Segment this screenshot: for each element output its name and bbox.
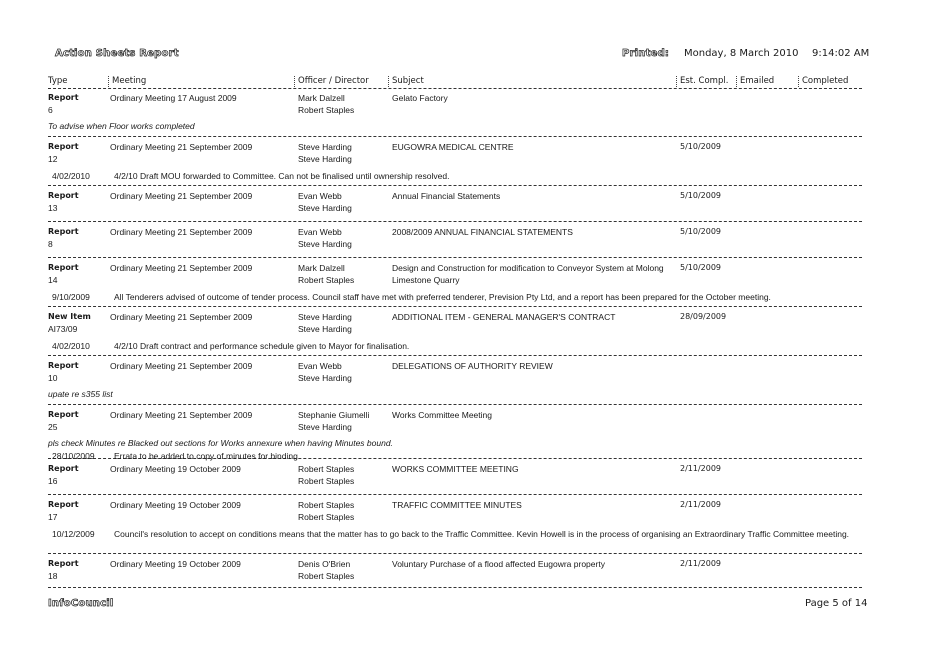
record-meeting: Ordinary Meeting 21 September 2009: [110, 361, 253, 371]
record-officer: Steve Harding: [298, 373, 352, 383]
record-subject: Voluntary Purchase of a flood affected Eugowra property: [392, 559, 605, 569]
record-officer: Denis O'Brien: [298, 559, 351, 569]
record-type-cell: [48, 92, 106, 116]
record-subject: 2008/2009 ANNUAL FINANCIAL STATEMENTS: [392, 227, 573, 237]
record-est-compl: 2/11/2009: [680, 464, 722, 473]
record-number: 13: [48, 203, 58, 213]
record-type-cell: [48, 499, 106, 523]
column-header-emailed: Emailed: [736, 76, 774, 87]
column-header-est-compl: Est. Compl.: [676, 76, 728, 87]
record-type: Report: [48, 410, 79, 419]
record-est-compl: 2/11/2009: [680, 559, 722, 568]
record-meeting: Ordinary Meeting 19 October 2009: [110, 559, 241, 569]
record-officer: Mark Dalzell: [298, 93, 345, 103]
record-officers: [298, 92, 388, 116]
record-type: Report: [48, 191, 79, 200]
note-text: Errata to be added to copy of minutes for binding: [114, 451, 298, 461]
record-row: [48, 258, 862, 307]
record-type-cell: [48, 558, 106, 582]
record-officer: Steve Harding: [298, 142, 352, 152]
column-header-row: [48, 74, 862, 89]
record-type-cell: [48, 226, 106, 250]
record-row: [48, 137, 862, 186]
record-officer: Steve Harding: [298, 312, 352, 322]
note-text: 4/2/10 Draft contract and performance schedule given to Mayor for finalisation.: [114, 341, 410, 351]
record-type: Report: [48, 361, 79, 370]
record-number: 17: [48, 512, 58, 522]
record-number: AI73/09: [48, 324, 78, 334]
record-officers: [298, 360, 388, 384]
column-header-completed: Completed: [798, 76, 848, 87]
record-number: 10: [48, 373, 58, 383]
record-subject: Gelato Factory: [392, 93, 448, 103]
record-subject: WORKS COMMITTEE MEETING: [392, 464, 519, 474]
action-records: [48, 88, 862, 588]
record-subject: Annual Financial Statements: [392, 191, 501, 201]
record-officer: Steve Harding: [298, 324, 352, 334]
note-date: 10/12/2009: [52, 529, 95, 539]
record-type: Report: [48, 263, 79, 272]
record-row: [48, 307, 862, 356]
record-officer: Robert Staples: [298, 500, 355, 510]
record-type: Report: [48, 142, 79, 151]
note-text: All Tenderers advised of outcome of tender process. Council staff have met with preferred tenderer, Prevision Pty Ltd, and a report has been prepared for the October meeting.: [114, 292, 771, 302]
record-type-cell: [48, 311, 106, 335]
record-officer: Steve Harding: [298, 203, 352, 213]
record-meeting: Ordinary Meeting 21 September 2009: [110, 227, 253, 237]
record-officer: Steve Harding: [298, 422, 352, 432]
record-est-compl: 2/11/2009: [680, 500, 722, 509]
record-subject: Works Committee Meeting: [392, 410, 492, 420]
record-number: 16: [48, 476, 58, 486]
record-est-compl: 5/10/2009: [680, 227, 722, 236]
record-type-cell: [48, 360, 106, 384]
record-officer: Robert Staples: [298, 105, 355, 115]
record-officers: [298, 558, 388, 582]
record-meeting: Ordinary Meeting 19 October 2009: [110, 464, 241, 474]
record-officer: Robert Staples: [298, 275, 355, 285]
report-title: Action Sheets Report: [55, 48, 179, 59]
printed-time: 9:14:02 AM: [812, 48, 870, 59]
record-officers: [298, 141, 388, 165]
record-officer: Robert Staples: [298, 571, 355, 581]
note-text: 4/2/10 Draft MOU forwarded to Committee. Can not be finalised until ownership resolved.: [114, 171, 450, 181]
record-type: Report: [48, 464, 79, 473]
record-type-cell: [48, 141, 106, 165]
record-type: Report: [48, 93, 79, 102]
note-date: 4/02/2010: [52, 171, 90, 181]
column-header-subject: Subject: [388, 76, 424, 87]
record-number: 18: [48, 571, 58, 581]
record-est-compl: 5/10/2009: [680, 142, 722, 151]
record-note: To advise when Floor works completed: [48, 121, 195, 131]
record-type-cell: [48, 409, 106, 433]
record-row: [48, 186, 862, 222]
record-subject: EUGOWRA MEDICAL CENTRE: [392, 142, 514, 152]
note-date: 9/10/2009: [52, 292, 90, 302]
record-note: upate re s355 list: [48, 389, 113, 399]
footer-app-name: InfoCouncil: [48, 598, 114, 609]
record-meeting: Ordinary Meeting 21 September 2009: [110, 263, 253, 273]
column-header-meeting: Meeting: [108, 76, 146, 87]
record-officers: [298, 463, 388, 487]
record-meeting: Ordinary Meeting 19 October 2009: [110, 500, 241, 510]
note-date: 28/10/2009: [52, 451, 95, 461]
record-est-compl: 5/10/2009: [680, 263, 722, 272]
column-header-officer: Officer / Director: [294, 76, 369, 87]
record-row: [48, 554, 862, 588]
note-text: Council's resolution to accept on conditions means that the matter has to go back to the Traffic Committee. Kevin Howell is in the process of organising an Extraordinary Traffic Committee meeting.: [114, 529, 850, 539]
record-type: Report: [48, 500, 79, 509]
record-officers: [298, 190, 388, 214]
record-subject: Design and Construction for modification to Conveyor System at Molong Limestone Quarry: [392, 263, 664, 285]
record-officer: Robert Staples: [298, 464, 355, 474]
record-officer: Steve Harding: [298, 239, 352, 249]
record-type-cell: [48, 190, 106, 214]
record-row: [48, 495, 862, 554]
record-officers: [298, 311, 388, 335]
record-officer: Stephanie Giumelli: [298, 410, 370, 420]
record-type-cell: [48, 262, 106, 286]
record-row: [48, 88, 862, 137]
record-officer: Robert Staples: [298, 512, 355, 522]
record-type-cell: [48, 463, 106, 487]
record-meeting: Ordinary Meeting 21 September 2009: [110, 410, 253, 420]
record-row: [48, 222, 862, 258]
record-type: Report: [48, 227, 79, 236]
record-officers: [298, 499, 388, 523]
column-header-type: Type: [48, 76, 68, 86]
record-row: [48, 405, 862, 459]
record-note: pls check Minutes re Blacked out sections for Works annexure when having Minutes bound.: [48, 438, 393, 448]
record-meeting: Ordinary Meeting 17 August 2009: [110, 93, 237, 103]
record-subject: ADDITIONAL ITEM - GENERAL MANAGER'S CONTRACT: [392, 312, 616, 322]
record-officers: [298, 409, 388, 433]
record-officer: Steve Harding: [298, 154, 352, 164]
record-officer: Mark Dalzell: [298, 263, 345, 273]
record-number: 14: [48, 275, 58, 285]
record-meeting: Ordinary Meeting 21 September 2009: [110, 191, 253, 201]
record-type: New Item: [48, 312, 91, 321]
record-officer: Evan Webb: [298, 227, 342, 237]
note-date: 4/02/2010: [52, 341, 90, 351]
record-row: [48, 459, 862, 495]
record-number: 8: [48, 239, 53, 249]
record-row: [48, 356, 862, 405]
record-subject: TRAFFIC COMMITTEE MINUTES: [392, 500, 522, 510]
record-number: 12: [48, 154, 58, 164]
record-subject: DELEGATIONS OF AUTHORITY REVIEW: [392, 361, 553, 371]
record-officer: Evan Webb: [298, 361, 342, 371]
record-officer: Evan Webb: [298, 191, 342, 201]
record-est-compl: 5/10/2009: [680, 191, 722, 200]
record-officers: [298, 226, 388, 250]
footer-page-number: Page 5 of 14: [805, 598, 868, 609]
record-meeting: Ordinary Meeting 21 September 2009: [110, 142, 253, 152]
record-est-compl: 28/09/2009: [680, 312, 727, 321]
printed-label: Printed:: [622, 48, 670, 59]
record-officer: Robert Staples: [298, 476, 355, 486]
record-officers: [298, 262, 388, 286]
record-meeting: Ordinary Meeting 21 September 2009: [110, 312, 253, 322]
record-type: Report: [48, 559, 79, 568]
record-number: 25: [48, 422, 58, 432]
record-number: 6: [48, 105, 53, 115]
printed-date: Monday, 8 March 2010: [684, 48, 799, 59]
